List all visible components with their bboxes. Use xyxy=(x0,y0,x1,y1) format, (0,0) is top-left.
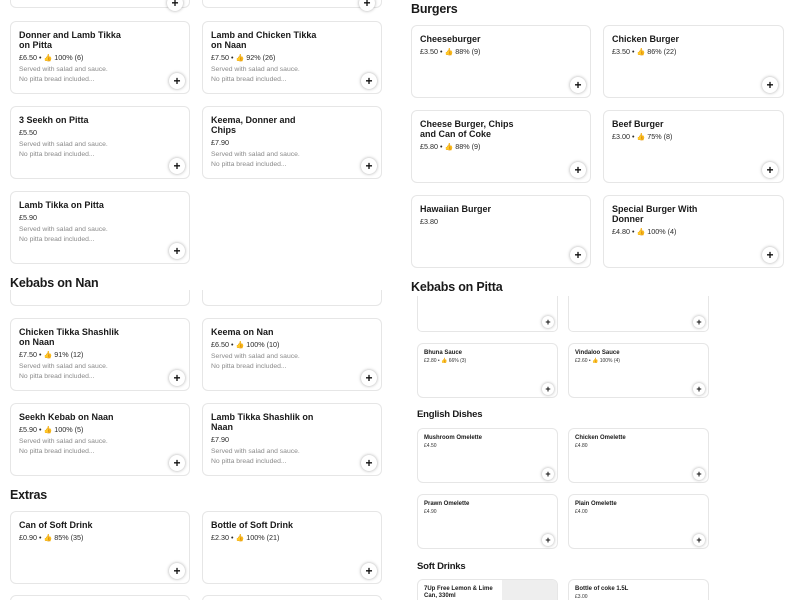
add-icon[interactable]: + xyxy=(542,534,554,546)
add-icon[interactable]: + xyxy=(693,316,705,328)
item-price-rating: £5.80 • 👍 88% (9) xyxy=(420,142,481,151)
item-price-rating: £2.80 • 👍 66% (3) xyxy=(424,358,467,364)
item-name: Mushroom Omelette xyxy=(424,435,483,441)
item-description: Served with salad and sauce. No pitta bread included... xyxy=(19,226,108,243)
add-icon[interactable]: + xyxy=(169,455,185,471)
item-price-rating: £3.00 • 👍 75% (8) xyxy=(612,132,673,141)
item-name: Hawaiian Burger xyxy=(420,204,492,214)
add-icon[interactable]: + xyxy=(570,247,586,263)
thumbs-up-icon: 👍 xyxy=(235,342,245,349)
add-icon[interactable]: + xyxy=(570,77,586,93)
menu-item-card-partial[interactable] xyxy=(202,290,382,306)
menu-item-card[interactable] xyxy=(603,195,784,268)
menu-item-card[interactable] xyxy=(202,106,382,179)
add-icon[interactable]: + xyxy=(693,534,705,546)
add-icon[interactable]: + xyxy=(361,370,377,386)
section-title-kebabs-on-nan: Kebabs on Nan xyxy=(10,276,99,290)
menu-item-card[interactable] xyxy=(202,21,382,94)
add-icon[interactable]: + xyxy=(169,563,185,579)
item-description: Served with salad and sauce. No pitta bread included... xyxy=(211,448,300,465)
thumbs-up-icon: 👍 xyxy=(441,358,448,364)
item-price: £4.00 xyxy=(575,509,588,515)
item-description: Served with salad and sauce. No pitta bread included... xyxy=(19,363,108,380)
menu-item-card[interactable] xyxy=(603,110,784,183)
menu-item-card[interactable] xyxy=(417,428,558,483)
add-icon[interactable]: + xyxy=(693,468,705,480)
thumbs-up-icon: 👍 xyxy=(43,535,53,542)
menu-item-card[interactable] xyxy=(10,106,190,179)
add-icon[interactable]: + xyxy=(570,162,586,178)
item-price: £4.90 xyxy=(424,509,437,515)
thumbs-up-icon: 👍 xyxy=(43,55,53,62)
add-icon[interactable]: + xyxy=(361,563,377,579)
menu-item-card-partial[interactable] xyxy=(568,296,709,332)
item-price-rating: £0.90 • 👍 85% (35) xyxy=(19,533,84,542)
item-name: Can of Soft Drink xyxy=(19,520,93,530)
item-name: Keema on Nan xyxy=(211,327,274,337)
item-name: Cheese Burger, Chips and Can of Coke xyxy=(420,119,514,139)
add-icon[interactable]: + xyxy=(169,243,185,259)
item-name: Bottle of coke 1.5L xyxy=(575,586,629,592)
item-description: Served with salad and sauce. No pitta bread included... xyxy=(19,66,108,83)
add-icon[interactable]: + xyxy=(762,162,778,178)
thumbs-up-icon: 👍 xyxy=(592,358,599,364)
menu-item-card[interactable] xyxy=(10,318,190,391)
menu-item-card-partial[interactable] xyxy=(202,0,382,8)
thumbs-up-icon: 👍 xyxy=(636,49,646,56)
item-name: Chicken Omelette xyxy=(575,435,626,441)
add-icon[interactable]: + xyxy=(542,468,554,480)
menu-item-card[interactable] xyxy=(603,25,784,98)
menu-item-card[interactable] xyxy=(411,110,591,183)
item-name: 3 Seekh on Pitta xyxy=(19,115,89,125)
add-icon[interactable]: + xyxy=(693,383,705,395)
thumbs-up-icon: 👍 xyxy=(235,55,245,62)
item-name: Chicken Tikka Shashlik on Naan xyxy=(19,327,119,347)
menu-item-card-partial[interactable] xyxy=(10,0,190,8)
section-title-soft-drinks: Soft Drinks xyxy=(417,561,466,572)
item-name: 7Up Free Lemon & Lime Can, 330ml xyxy=(424,586,493,599)
menu-item-card-partial[interactable] xyxy=(202,595,382,600)
item-price-rating: £6.50 • 👍 100% (6) xyxy=(19,53,84,62)
menu-item-card[interactable] xyxy=(417,579,558,600)
item-price-rating: £7.50 • 👍 91% (12) xyxy=(19,350,84,359)
thumbs-up-icon: 👍 xyxy=(444,49,454,56)
item-name: Keema, Donner and Chips xyxy=(211,115,296,135)
thumbs-up-icon: 👍 xyxy=(235,535,245,542)
add-icon[interactable]: + xyxy=(167,0,183,11)
thumbs-up-icon: 👍 xyxy=(43,352,53,359)
menu-item-card-partial[interactable] xyxy=(10,595,190,600)
menu-item-card[interactable] xyxy=(202,403,382,476)
item-name: Plain Omelette xyxy=(575,501,617,507)
section-title-burgers: Burgers xyxy=(411,2,458,16)
section-title-english-dishes: English Dishes xyxy=(417,409,483,420)
add-icon[interactable]: + xyxy=(361,455,377,471)
menu-item-card[interactable] xyxy=(568,494,709,549)
menu-item-card[interactable] xyxy=(10,403,190,476)
item-name: Lamb and Chicken Tikka on Naan xyxy=(211,30,317,50)
menu-item-card[interactable] xyxy=(202,318,382,391)
item-price-rating: £2.30 • 👍 100% (21) xyxy=(211,533,280,542)
item-description: Served with salad and sauce. No pitta bread included... xyxy=(211,151,300,168)
item-name: Special Burger With Donner xyxy=(612,204,698,224)
thumbs-up-icon: 👍 xyxy=(636,229,646,236)
thumbs-up-icon: 👍 xyxy=(43,427,53,434)
item-description: Served with salad and sauce. No pitta bread included... xyxy=(19,438,108,455)
item-name: Bhuna Sauce xyxy=(424,350,463,356)
add-icon[interactable]: + xyxy=(762,247,778,263)
item-name: Cheeseburger xyxy=(420,34,481,44)
menu-item-card-partial[interactable] xyxy=(10,290,190,306)
item-price-rating: £2.60 • 👍 100% (4) xyxy=(575,358,620,364)
item-name: Lamb Tikka on Pitta xyxy=(19,200,104,210)
add-icon[interactable]: + xyxy=(361,73,377,89)
item-name: Vindaloo Sauce xyxy=(575,350,620,356)
add-icon[interactable]: + xyxy=(169,370,185,386)
menu-item-card[interactable] xyxy=(568,579,709,600)
menu-item-card[interactable] xyxy=(10,21,190,94)
menu-item-card[interactable] xyxy=(568,343,709,398)
item-price: £7.90 xyxy=(211,138,229,147)
item-description: Served with salad and sauce. No pitta bread included... xyxy=(211,66,300,83)
item-price: £3.80 xyxy=(420,217,438,226)
menu-item-card[interactable] xyxy=(411,25,591,98)
item-name: Donner and Lamb Tikka on Pitta xyxy=(19,30,121,50)
add-icon[interactable]: + xyxy=(169,73,185,89)
item-price-rating: £3.50 • 👍 88% (9) xyxy=(420,47,481,56)
item-price-rating: £6.50 • 👍 100% (10) xyxy=(211,340,280,349)
item-name: Prawn Omelette xyxy=(424,501,470,507)
item-price: £4.50 xyxy=(424,443,437,449)
section-title-kebabs-on-pitta: Kebabs on Pitta xyxy=(411,280,503,294)
item-image xyxy=(502,580,557,600)
item-price: £7.90 xyxy=(211,435,229,444)
menu-item-card[interactable] xyxy=(417,494,558,549)
item-price-rating: £4.80 • 👍 100% (4) xyxy=(612,227,677,236)
item-price: £3.00 xyxy=(575,594,588,600)
menu-item-card[interactable] xyxy=(568,428,709,483)
add-icon[interactable]: + xyxy=(542,383,554,395)
item-name: Seekh Kebab on Naan xyxy=(19,412,114,422)
add-icon[interactable]: + xyxy=(361,158,377,174)
menu-item-card[interactable] xyxy=(202,511,382,584)
item-description: Served with salad and sauce. No pitta bread included... xyxy=(211,353,300,370)
item-price: £5.50 xyxy=(19,128,37,137)
item-price-rating: £3.50 • 👍 86% (22) xyxy=(612,47,677,56)
add-icon[interactable]: + xyxy=(762,77,778,93)
add-icon[interactable]: + xyxy=(359,0,375,11)
item-price-rating: £5.90 • 👍 100% (5) xyxy=(19,425,84,434)
add-icon[interactable]: + xyxy=(169,158,185,174)
item-name: Bottle of Soft Drink xyxy=(211,520,293,530)
thumbs-up-icon: 👍 xyxy=(636,134,646,141)
menu-item-card[interactable] xyxy=(10,191,190,264)
add-icon[interactable]: + xyxy=(542,316,554,328)
menu-item-card-partial[interactable] xyxy=(417,296,558,332)
item-name: Lamb Tikka Shashlik on Naan xyxy=(211,412,314,432)
thumbs-up-icon: 👍 xyxy=(444,144,454,151)
item-price: £4.80 xyxy=(575,443,588,449)
item-price: £5.90 xyxy=(19,213,37,222)
item-price-rating: £7.50 • 👍 92% (26) xyxy=(211,53,276,62)
item-description: Served with salad and sauce. No pitta bread included... xyxy=(19,141,108,158)
item-name: Chicken Burger xyxy=(612,34,680,44)
menu-item-card[interactable] xyxy=(411,195,591,268)
section-title-extras: Extras xyxy=(10,488,48,502)
menu-item-card[interactable] xyxy=(417,343,558,398)
item-name: Beef Burger xyxy=(612,119,664,129)
menu-item-card[interactable] xyxy=(10,511,190,584)
